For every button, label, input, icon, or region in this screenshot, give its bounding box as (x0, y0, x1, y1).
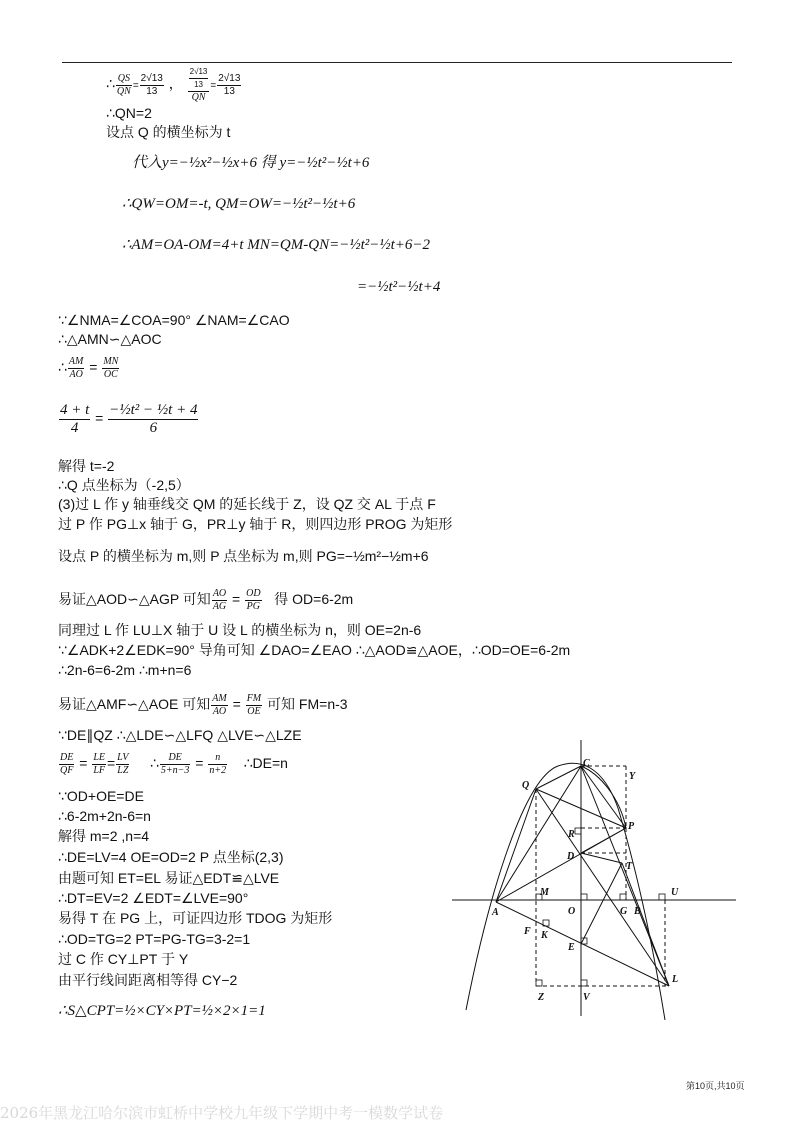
line-solve-t: 解得 t=-2 (58, 458, 115, 474)
line-solve-mn: 解得 m=2 ,n=4 (58, 828, 150, 844)
line-ratio-am: ∴ $\frac{AM}{AO}$ = $\frac{MN}{OC}$ (58, 356, 119, 380)
line-od-tg: ∴OD=TG=2 PT=PG-TG=3-2=1 (58, 931, 251, 947)
label-u: U (671, 887, 679, 898)
line-parallel: ∵DE∥QZ ∴△LDE∽△LFQ △LVE∽△LZE (58, 727, 302, 743)
line-area: ∴S△CPT=½×CY×PT=½×2×1=1 (58, 1003, 266, 1019)
label-f: F (524, 926, 531, 937)
header-rule (62, 62, 732, 63)
watermark: 2026年黑龙江哈尔滨市虹桥中学校九年级下学期中考一模数学试卷 (0, 1104, 444, 1122)
line-qn: ∴QN=2 (106, 105, 152, 121)
page-number: 第10页,共10页 (686, 1081, 745, 1091)
label-m: M (540, 887, 549, 898)
line-et-el: 由题可知 ET=EL 易证△EDT≌△LVE (58, 870, 280, 886)
line-set-q: 设点 Q 的横坐标为 t (106, 124, 231, 140)
label-z: Z (538, 992, 545, 1003)
line-t-on-pg: 易得 T 在 PG 上，可证四边形 TDOG 为矩形 (58, 910, 333, 926)
line-oe: 同理过 L 作 LU⊥X 轴于 U 设 L 的横坐标为 n，则 OE=2n-6 (58, 622, 422, 638)
line-substitute: 代入y=−½x²−½x+6 得 y=−½t²−½t+6 (132, 155, 370, 171)
line-set-p: 设点 P 的横坐标为 m,则 P 点坐标为 m,则 PG=−½m²−½m+6 (58, 548, 429, 564)
label-c: C (583, 758, 590, 769)
line-od-oe: ∵OD+OE=DE (58, 788, 144, 804)
line-part3-a: (3)过 L 作 y 轴垂线交 QM 的延长线于 Z，设 QZ 交 AL 于点 F (58, 496, 436, 512)
line-de-lv: ∴DE=LV=4 OE=OD=2 P 点坐标(2,3) (58, 849, 284, 865)
line-similar-amn: ∴△AMN∽△AOC (58, 331, 162, 347)
line-qw: ∴QW=OM=-t, QM=OW=−½t²−½t+6 (122, 196, 356, 212)
label-v: V (583, 992, 590, 1003)
line-part3-b: 过 P 作 PG⊥x 轴于 G，PR⊥y 轴于 R，则四边形 PROG 为矩形 (58, 516, 453, 532)
line-cy: 过 C 作 CY⊥PT 于 Y (58, 951, 189, 967)
label-b: B (634, 906, 641, 917)
label-d: D (567, 851, 575, 862)
line-dt-ev: ∴DT=EV=2 ∠EDT=∠LVE=90° (58, 890, 249, 906)
label-p: P (628, 821, 635, 832)
label-k: K (541, 930, 548, 941)
label-e: E (568, 942, 575, 953)
line-mn-sum: ∴2n-6=6-2m ∴m+n=6 (58, 662, 192, 678)
line-eq-mn: ∴6-2m+2n-6=n (58, 808, 151, 824)
line-aod-agp: 易证△AOD∽△AGP 可知 $\frac{AO}{AG}$ = $\frac{OD}{PG}$ 得 OD=6-2m (58, 588, 354, 612)
label-o: O (568, 906, 576, 917)
label-a: A (492, 907, 499, 918)
line-ratio-qs: ∴ $\frac{QS}{QN}$ = $\frac{2√13}{13}$ ， $\frac{\frac{2√13}{13}}{QN}$ = $\frac{2√13}{13}$ (106, 67, 241, 103)
line-adk: ∵∠ADK+2∠EDK=90° 导角可知 ∠DAO=∠EAO ∴△AOD≌△AOE，∴OD=OE=6-2m (58, 642, 571, 658)
line-mn-result: =−½t²−½t+4 (357, 279, 441, 295)
line-am-mn: ∴AM=OA-OM=4+t MN=QM-QN=−½t²−½t+6−2 (122, 237, 431, 253)
line-de-ratio: $\frac{DE}{QF}$ = $\frac{LE}{LF}$ = $\frac{LV}{LZ}$ ∴ $\frac{DE}{5+n-3}$ = $\frac{n}{n+2}$ ∴DE=n (60, 752, 288, 776)
geometry-diagram (450, 738, 742, 1020)
label-q: Q (522, 780, 530, 791)
label-r: R (568, 829, 575, 840)
line-equation-t: $\frac{4 + t}{4}$ = $\frac{\text{−½t² − ½t + 4}}{6}$ (60, 402, 198, 436)
line-amf-aoe: 易证△AMF∽△AOE 可知 $\frac{AM}{AO}$ = $\frac{FM}{OE}$ 可知 FM=n-3 (58, 693, 348, 717)
line-q-coord: ∴Q 点坐标为（-2,5） (58, 477, 190, 493)
label-g: G (620, 906, 628, 917)
label-t: T (626, 861, 633, 872)
line-parallel-dist: 由平行线间距离相等得 CY−2 (58, 972, 238, 988)
line-angles: ∵∠NMA=∠COA=90° ∠NAM=∠CAO (58, 312, 290, 328)
label-l: L (672, 974, 679, 985)
label-y: Y (629, 771, 636, 782)
